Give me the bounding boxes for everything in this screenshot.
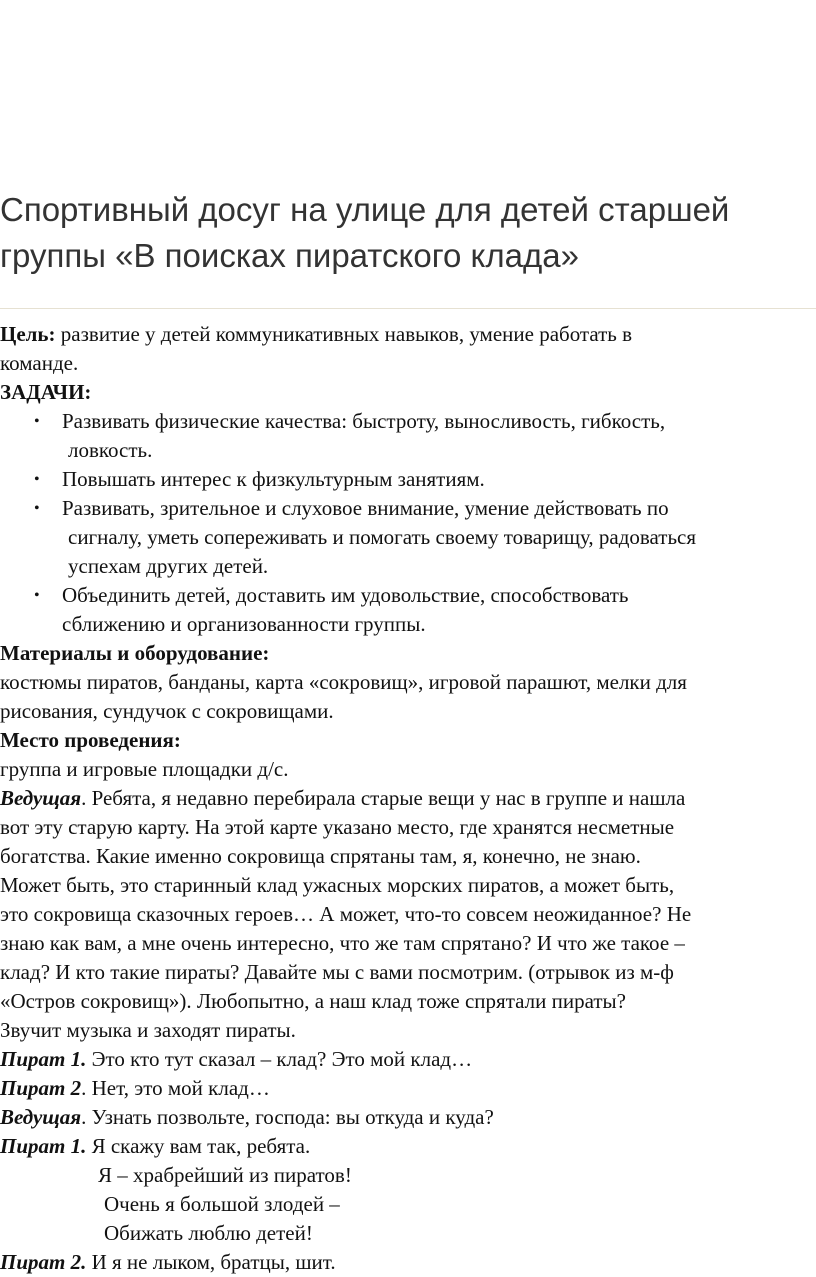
pirate1b-text: Я скажу вам так, ребята. [86,1134,311,1158]
title-divider [0,308,816,309]
tasks-heading: ЗАДАЧИ: [0,380,92,404]
verse-line-2: Очень я большой злодей – [104,1192,340,1216]
place-text: группа и игровые площадки д/с. [0,757,289,781]
speaker-pirate-1: Пират 1. [0,1047,87,1071]
materials-line-1: костюмы пиратов, банданы, карта «сокровищ», игровой парашют, мелки для [0,670,687,694]
bullet-icon: • [34,587,40,604]
materials-line-2: рисования, сундучок с сокровищами. [0,699,334,723]
goal-label: Цель: [0,322,56,346]
verse-line-3: Обижать люблю детей! [104,1221,313,1245]
task-2-line-1: Повышать интерес к физкультурным занятиям. [62,467,485,491]
host2-text: . Узнать позвольте, господа: вы откуда и куда? [81,1105,494,1129]
host-line-6: знаю как вам, а мне очень интересно, что же там спрятано? И что же такое – [0,931,685,955]
tasks-list [0,407,816,639]
bullet-icon: • [34,500,40,517]
document-body [0,320,816,1277]
goal-line-1 [0,320,816,349]
pirate2b-text: И я не лыком, братцы, шит. [86,1250,336,1274]
host-line-4: Может быть, это старинный клад ужасных морских пиратов, а может быть, [0,873,675,897]
bullet-icon: • [34,413,40,430]
host-line-9: Звучит музыка и заходят пираты. [0,1018,296,1042]
list-item [0,581,816,639]
title-line-2: группы «В поисках пиратского клада» [0,237,579,274]
page-title [0,187,816,279]
host2-line [0,1103,816,1132]
pirate1-line [0,1045,816,1074]
task-4-line-1: Объединить детей, доставить им удовольствие, способствовать [62,583,629,607]
task-3-line-3: успехам других детей. [68,554,269,578]
pirate1-text: Это кто тут сказал – клад? Это мой клад… [86,1047,473,1071]
task-3-line-2: сигналу, уметь сопереживать и помогать своему товарищу, радоваться [68,525,697,549]
task-3-line-1: Развивать, зрительное и слуховое внимание, умение действовать по [62,496,669,520]
task-1-line-2: ловкость. [68,438,153,462]
host-line-8: «Остров сокровищ»). Любопытно, а наш клад тоже спрятали пираты? [0,989,626,1013]
speaker-pirate-1b: Пират 1. [0,1134,87,1158]
list-item [0,407,816,465]
goal-text-1: развитие у детей коммуникативных навыков, умение работать в [55,322,633,346]
list-item [0,494,816,581]
task-4-line-2: сближению и организованности группы. [62,612,426,636]
speaker-pirate-2b: Пират 2. [0,1250,87,1274]
bullet-icon: • [34,471,40,488]
host-text-1: . Ребята, я недавно перебирала старые вещи у нас в группе и нашла [81,786,686,810]
host-line-7: клад? И кто такие пираты? Давайте мы с вами посмотрим. (отрывок из м-ф [0,960,674,984]
speaker-pirate-2: Пират 2 [0,1076,82,1100]
speaker-host-2: Ведущая [0,1105,82,1129]
host-line-2: вот эту старую карту. На этой карте указано место, где хранятся несметные [0,815,675,839]
verse-line-1: Я – храбрейший из пиратов! [98,1163,352,1187]
host-line-3: богатства. Какие именно сокровища спрятаны там, я, конечно, не знаю. [0,844,641,868]
host-line-1 [0,784,816,813]
pirate2-text: . Нет, это мой клад… [81,1076,270,1100]
list-item [0,465,816,494]
pirate2-line [0,1074,816,1103]
speaker-host: Ведущая [0,786,82,810]
title-line-1: Спортивный досуг на улице для детей старшей [0,191,730,228]
task-1-line-1: Развивать физические качества: быстроту, выносливость, гибкость, [62,409,666,433]
place-heading: Место проведения: [0,728,181,752]
goal-line-2: команде. [0,351,79,375]
pirate1b-line [0,1132,816,1161]
host-line-5: это сокровища сказочных героев… А может, что-то совсем неожиданное? Не [0,902,692,926]
materials-heading: Материалы и оборудование: [0,641,270,665]
